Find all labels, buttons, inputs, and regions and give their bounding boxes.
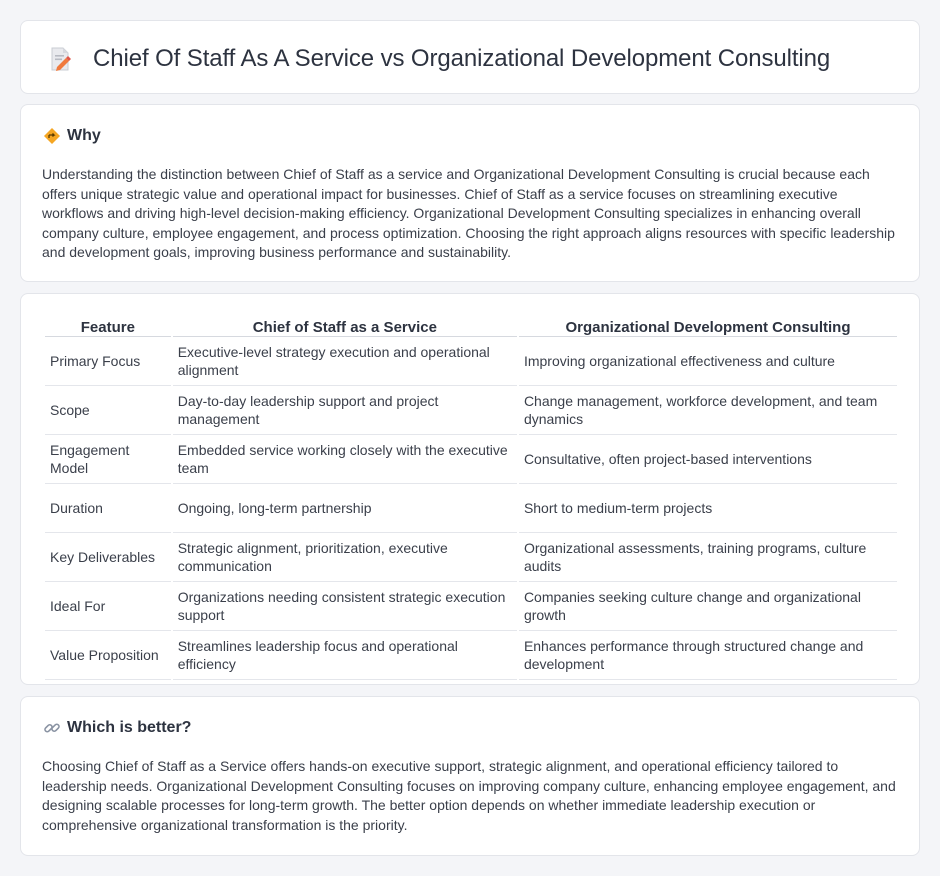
table-row — [45, 435, 897, 484]
feature-cell: Primary Focus — [45, 337, 171, 386]
od-consulting-cell: Change management, workforce development, and team dynamics — [519, 386, 897, 435]
link-icon — [43, 719, 61, 737]
page-title: Chief Of Staff As A Service vs Organizational Development Consulting — [93, 45, 831, 72]
table-row — [45, 631, 897, 680]
which-is-better-text: Choosing Chief of Staff as a Service offers hands-on executive support, strategic alignment, and operational efficiency tailored to leadership needs. Organizational Development Consulting focuses on improving company culture, enhancing employee engagement, and designing scalable processes for long-term growth. The better option depends on whether immediate leadership execution or comprehensive organizational transformation is the priority. — [42, 758, 896, 833]
chief-of-staff-cell: Embedded service working closely with the executive team — [173, 435, 517, 484]
chief-of-staff-cell: Streamlines leadership focus and operational efficiency — [173, 631, 517, 680]
header-card — [20, 20, 920, 94]
feature-cell: Key Deliverables — [45, 533, 171, 582]
table-row — [45, 386, 897, 435]
od-consulting-cell: Companies seeking culture change and organizational growth — [519, 582, 897, 631]
od-consulting-cell: Enhances performance through structured change and development — [519, 631, 897, 680]
chief-of-staff-cell: Strategic alignment, prioritization, executive communication — [173, 533, 517, 582]
comparison-section — [20, 293, 920, 685]
column-header-chief-of-staff: Chief of Staff as a Service — [173, 316, 517, 337]
feature-cell: Scope — [45, 386, 171, 435]
diamond-sign-icon — [43, 127, 61, 145]
od-consulting-cell: Short to medium-term projects — [519, 484, 897, 533]
page-header — [47, 41, 830, 77]
chief-of-staff-cell: Ongoing, long-term partnership — [173, 484, 517, 533]
column-header-feature: Feature — [45, 316, 171, 337]
feature-cell: Duration — [45, 484, 171, 533]
od-consulting-cell: Organizational assessments, training programs, culture audits — [519, 533, 897, 582]
chief-of-staff-cell: Executive-level strategy execution and operational alignment — [173, 337, 517, 386]
chief-of-staff-cell: Day-to-day leadership support and project management — [173, 386, 517, 435]
table-row — [45, 484, 897, 533]
chief-of-staff-cell: Organizations needing consistent strategic execution support — [173, 582, 517, 631]
which-is-better-section — [20, 696, 920, 856]
od-consulting-cell: Improving organizational effectiveness and culture — [519, 337, 897, 386]
od-consulting-cell: Consultative, often project-based interventions — [519, 435, 897, 484]
why-heading — [43, 127, 101, 145]
comparison-table — [43, 316, 899, 680]
table-row — [45, 533, 897, 582]
column-header-od-consulting: Organizational Development Consulting — [519, 316, 897, 337]
table-header-row — [45, 316, 897, 337]
document-edit-icon — [47, 46, 73, 72]
why-title: Why — [67, 127, 101, 144]
why-text: Understanding the distinction between Chief of Staff as a service and Organizational Development Consulting is crucial because each offers unique strategic value and operational impact for businesses. Chief of Staff as a service focuses on streamlining executive workflows and driving high-level decision-making efficiency. Organizational Development Consulting specializes in enhancing overall company culture, employee engagement, and process optimization. Choosing the right approach aligns resources with specific leadership and development goals, improving business performance and sustainability. — [42, 166, 895, 261]
table-row — [45, 337, 897, 386]
table-row — [45, 582, 897, 631]
feature-cell: Ideal For — [45, 582, 171, 631]
feature-cell: Value Proposition — [45, 631, 171, 680]
which-is-better-title: Which is better? — [67, 719, 192, 736]
which-is-better-heading — [43, 719, 191, 737]
feature-cell: Engagement Model — [45, 435, 171, 484]
why-section — [20, 104, 920, 282]
